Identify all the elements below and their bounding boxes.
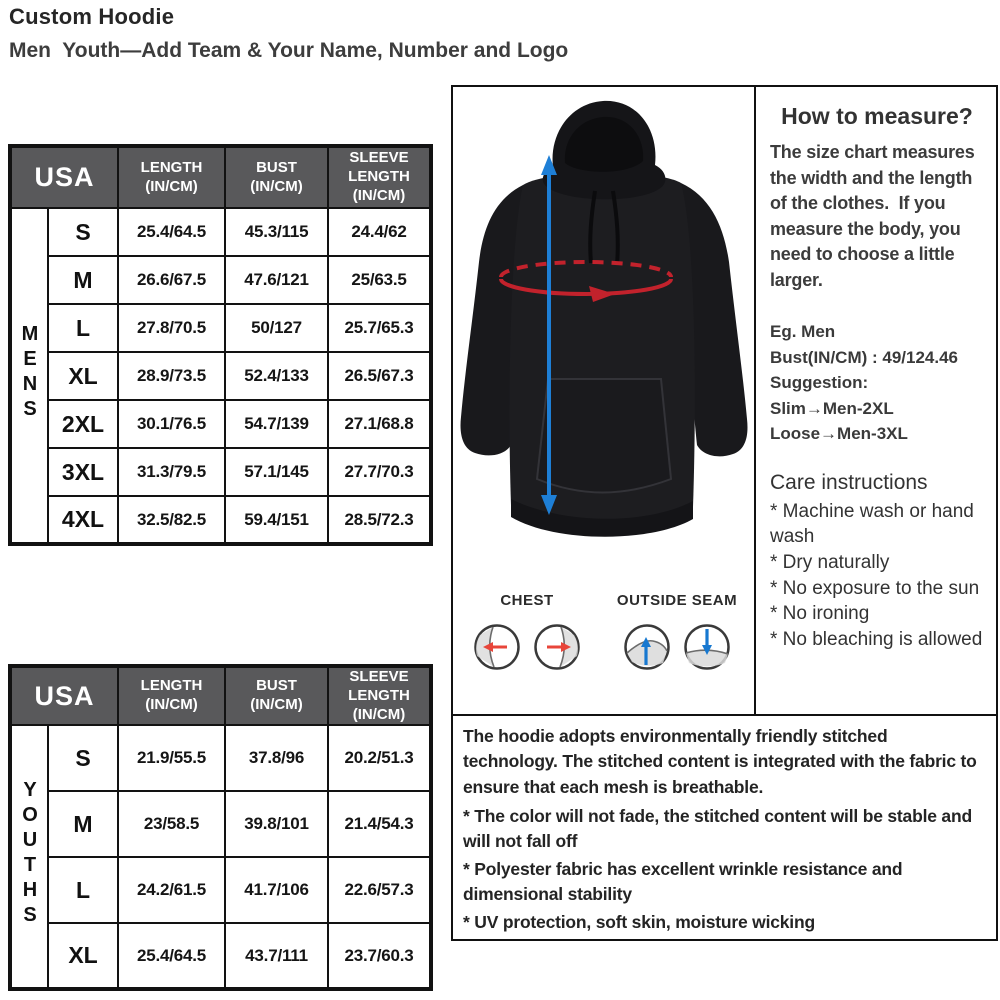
- care-item: * No exposure to the sun: [770, 577, 980, 599]
- length-cell: 25.4/64.5: [118, 923, 225, 989]
- chest-measure-group: [467, 592, 587, 671]
- sleeve-cell: 25.7/65.3: [328, 304, 431, 352]
- care-item: * No bleaching is allowed: [770, 628, 983, 650]
- length-cell: 26.6/67.5: [118, 256, 225, 304]
- hoodie-image: [453, 87, 754, 587]
- outside-seam-down-icon: [683, 623, 731, 671]
- length-cell: 21.9/55.5: [118, 725, 225, 791]
- length-cell: 28.9/73.5: [118, 352, 225, 400]
- size-cell: S: [48, 208, 118, 256]
- care-item: * No ironing: [770, 603, 870, 625]
- usa-header: USA: [10, 146, 118, 208]
- size-cell: L: [48, 857, 118, 923]
- feature-bullet: * Polyester fabric has excellent wrinkle resistance and dimensional stability: [463, 859, 903, 904]
- mens-size-table: [8, 144, 433, 546]
- table-row: [10, 725, 431, 791]
- how-to-measure-body: The size chart measures the width and the length of the clothes. If you measure the body, you need to choose a little larger.: [770, 142, 980, 290]
- hoodie-pocket: [537, 379, 671, 493]
- bust-column-header: BUST (IN/CM): [225, 666, 328, 725]
- size-cell: 3XL: [48, 448, 118, 496]
- bust-cell: 54.7/139: [225, 400, 328, 448]
- table-row: [10, 256, 431, 304]
- care-item: * Machine wash or hand wash: [770, 500, 974, 548]
- feature-bullet: * UV protection, soft skin, moisture wicking: [463, 912, 815, 933]
- how-to-measure-heading: How to measure?: [781, 103, 973, 129]
- care-instructions-block: [770, 471, 984, 653]
- youths-size-table: [8, 664, 433, 991]
- length-cell: 27.8/70.5: [118, 304, 225, 352]
- example-line: Eg. Men: [770, 322, 836, 342]
- size-cell: XL: [48, 352, 118, 400]
- youths-table-header-row: [10, 666, 431, 725]
- fabric-features-panel: [453, 716, 996, 939]
- sleeve-cell: 21.4/54.3: [328, 791, 431, 857]
- sizing-example-block: [770, 319, 984, 447]
- sleeve-cell: 26.5/67.3: [328, 352, 431, 400]
- chest-measure-right-icon: [533, 623, 581, 671]
- page-title: Custom Hoodie: [9, 4, 175, 29]
- sleeve-cell: 20.2/51.3: [328, 725, 431, 791]
- example-line: Bust(IN/CM) : 49/124.46: [770, 347, 958, 367]
- chest-measure-left-icon: [473, 623, 521, 671]
- table-row: [10, 448, 431, 496]
- care-instructions-heading: Care instructions: [770, 470, 928, 494]
- bust-cell: 39.8/101: [225, 791, 328, 857]
- how-to-measure-panel: [756, 87, 996, 716]
- bust-cell: 45.3/115: [225, 208, 328, 256]
- size-cell: M: [48, 791, 118, 857]
- group-label-youths: YOUTHS: [19, 779, 41, 930]
- size-cell: S: [48, 725, 118, 791]
- bust-cell: 47.6/121: [225, 256, 328, 304]
- table-row: [10, 923, 431, 989]
- mens-table-header-row: [10, 146, 431, 208]
- outside-seam-label: OUTSIDE SEAM: [616, 592, 738, 609]
- feature-bullet: * The color will not fade, the stitched content will be stable and will not fall off: [463, 806, 972, 851]
- group-label-mens: MENS: [19, 323, 41, 423]
- bust-cell: 37.8/96: [225, 725, 328, 791]
- table-row: [10, 208, 431, 256]
- sleeve-cell: 25/63.5: [328, 256, 431, 304]
- sleeve-column-header: SLEEVE LENGTH (IN/CM): [328, 146, 431, 208]
- hoodie-measure-panel: [453, 87, 756, 716]
- page-subtitle: Men Youth—Add Team & Your Name, Number and Logo: [9, 39, 569, 62]
- info-panel-box: [451, 85, 998, 941]
- youths-group-cell: [10, 725, 48, 989]
- outside-seam-measure-group: [613, 592, 741, 671]
- length-cell: 24.2/61.5: [118, 857, 225, 923]
- bust-cell: 52.4/133: [225, 352, 328, 400]
- size-cell: M: [48, 256, 118, 304]
- bust-cell: 41.7/106: [225, 857, 328, 923]
- bust-cell: 50/127: [225, 304, 328, 352]
- chest-label: CHEST: [500, 592, 554, 609]
- table-row: [10, 496, 431, 544]
- sleeve-cell: 24.4/62: [328, 208, 431, 256]
- bust-cell: 43.7/111: [225, 923, 328, 989]
- title-block: [9, 4, 568, 63]
- features-intro: The hoodie adopts environmentally friendly stitched technology. The stitched content is integrated with the fabric to ensure that each mesh is breathable.: [463, 726, 977, 797]
- table-row: [10, 400, 431, 448]
- usa-header: USA: [10, 666, 118, 725]
- sleeve-cell: 23.7/60.3: [328, 923, 431, 989]
- bust-cell: 59.4/151: [225, 496, 328, 544]
- length-cell: 31.3/79.5: [118, 448, 225, 496]
- sleeve-cell: 28.5/72.3: [328, 496, 431, 544]
- length-column-header: LENGTH (IN/CM): [118, 146, 225, 208]
- table-row: [10, 304, 431, 352]
- table-row: [10, 857, 431, 923]
- size-cell: L: [48, 304, 118, 352]
- sleeve-cell: 22.6/57.3: [328, 857, 431, 923]
- length-cell: 25.4/64.5: [118, 208, 225, 256]
- size-cell: 4XL: [48, 496, 118, 544]
- length-cell: 30.1/76.5: [118, 400, 225, 448]
- mens-group-cell: [10, 208, 48, 544]
- example-line: Suggestion:: [770, 373, 869, 393]
- length-cell: 32.5/82.5: [118, 496, 225, 544]
- example-line: Slim→Men-2XL: [770, 398, 894, 418]
- bust-cell: 57.1/145: [225, 448, 328, 496]
- sleeve-cell: 27.7/70.3: [328, 448, 431, 496]
- table-row: [10, 791, 431, 857]
- size-cell: 2XL: [48, 400, 118, 448]
- example-line: Loose→Men-3XL: [770, 424, 908, 444]
- table-row: [10, 352, 431, 400]
- size-cell: XL: [48, 923, 118, 989]
- length-cell: 23/58.5: [118, 791, 225, 857]
- sleeve-cell: 27.1/68.8: [328, 400, 431, 448]
- length-column-header: LENGTH (IN/CM): [118, 666, 225, 725]
- sleeve-column-header: SLEEVE LENGTH (IN/CM): [328, 666, 431, 725]
- care-item: * Dry naturally: [770, 552, 890, 574]
- outside-seam-up-icon: [623, 623, 671, 671]
- bust-column-header: BUST (IN/CM): [225, 146, 328, 208]
